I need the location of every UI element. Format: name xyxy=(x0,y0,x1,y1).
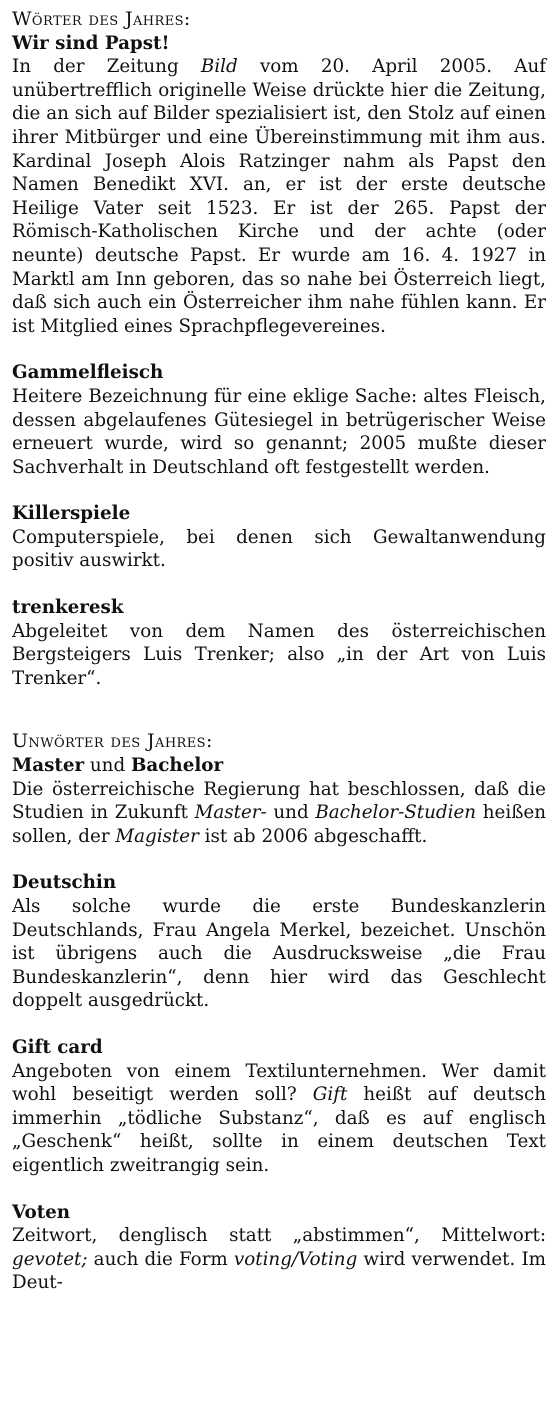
entry-term: Gammelfleisch xyxy=(12,362,164,384)
entry-definition xyxy=(12,526,546,573)
words-entry-list xyxy=(12,32,546,691)
entry-definition xyxy=(12,620,546,691)
italic-text: Bachelor-Studien xyxy=(315,802,477,824)
text-run: Die österreichische Regierung hat beschlossen, daß die Studien in Zukunft xyxy=(12,778,546,824)
text-run: ist ab 2006 abgeschafft. xyxy=(198,825,428,847)
unwords-entry-list xyxy=(12,754,546,1295)
entry-term: Wir sind Papst! xyxy=(12,32,170,54)
entry-definition xyxy=(12,1060,546,1178)
entry-definition xyxy=(12,778,546,849)
entry-definition xyxy=(12,895,546,1013)
text-run: Computerspiele, bei denen sich Gewaltanwendung positiv auswirkt. xyxy=(12,526,546,572)
entry-term: Gift card xyxy=(12,1036,103,1058)
dictionary-entry xyxy=(12,1036,546,1178)
italic-text: gevotet; xyxy=(12,1248,88,1270)
text-run: Als solche wurde die erste Bundeskanzlerin Deutschlands, Frau Angela Merkel, bezeichet. Unschön ist übrigens auch die Ausdrucksweise „die Frau Bundeskanzlerin“, denn hier wird das Geschlecht doppelt ausgedrückt. xyxy=(12,896,546,1012)
text-run: Abgeleitet von dem Namen des österreichischen Bergsteigers Luis Trenker; also „in der Art von Luis Trenker“. xyxy=(12,620,546,689)
entry-term xyxy=(12,754,546,778)
text-run: auch die Form xyxy=(87,1248,234,1270)
entry-definition xyxy=(12,1224,546,1295)
text-run: vom 20. April 2005. Auf unübertrefflich originelle Weise drückte hier die Zeitung, die an sich auf Bilder spezialisiert ist, den Stolz auf einen ihrer Mitbürger und eine Übereinstimmung mit ihm aus. Kardinal Joseph Alois Ratzinger nahm als Papst den Namen Benedikt XVI. an, er ist der erste deutsche Heilige Vater seit 1523. Er ist der 265. Papst der Römisch-Katholischen Kirche und der achte (oder neunte) deutsche Papst. Er wurde am 16. 4. 1927 in Marktl am Inn geboren, das so nahe bei Österreich liegt, daß sich auch ein Österreicher ihm nahe fühlen kann. Er ist Mitglied eines Sprachpflegevereines. xyxy=(12,56,546,337)
italic-text: Magister xyxy=(115,825,199,847)
italic-text: voting/Voting xyxy=(233,1248,358,1270)
entry-term: trenkeresk xyxy=(12,597,124,619)
dictionary-entry xyxy=(12,754,546,848)
entry-definition xyxy=(12,385,546,479)
text-run: und xyxy=(266,802,316,824)
dictionary-entry xyxy=(12,1201,546,1295)
text-run: heißen sollen, der xyxy=(12,802,546,847)
italic-text: Bild xyxy=(200,56,238,78)
section-heading-unwords: Unwörter des Jahres: xyxy=(12,730,213,753)
dictionary-entry xyxy=(12,871,546,1013)
entry-definition xyxy=(12,55,546,338)
dictionary-entry xyxy=(12,32,546,339)
term-part: und xyxy=(84,755,131,777)
text-run: wird verwendet. Im Deut- xyxy=(12,1248,546,1294)
text-run: Zeitwort, denglisch statt „abstimmen“, Mittelwort: xyxy=(12,1225,546,1247)
entry-term: Deutschin xyxy=(12,872,117,894)
term-part: Master xyxy=(12,755,85,777)
italic-text: Master- xyxy=(194,802,267,824)
dictionary-entry xyxy=(12,596,546,690)
italic-text: Gift xyxy=(312,1084,348,1106)
dictionary-entry xyxy=(12,361,546,479)
text-run: heißt auf deutsch immerhin „tödliche Substanz“, daß es auf englisch „Geschenk“ heißt, sollte in einem deutschen Text eigentlich zweitrangig sein. xyxy=(12,1084,547,1176)
section-heading-words: Wörter des Jahres: xyxy=(12,8,191,30)
text-run: In der Zeitung xyxy=(12,56,201,78)
entry-term: Killerspiele xyxy=(12,503,131,525)
term-part: Bachelor xyxy=(130,755,224,777)
dictionary-entry xyxy=(12,502,546,573)
entry-term: Voten xyxy=(12,1201,71,1223)
text-run: Heitere Bezeichnung für eine eklige Sache: altes Fleisch, dessen abgelaufenes Gütesiegel in betrügerischer Weise erneuert wurde, wird so genannt; 2005 mußte dieser Sachverhalt in Deutschland oft festgestellt werden. xyxy=(12,385,546,478)
text-run: Angeboten von einem Textilunternehmen. Wer damit wohl beseitigt werden soll? xyxy=(12,1060,546,1106)
